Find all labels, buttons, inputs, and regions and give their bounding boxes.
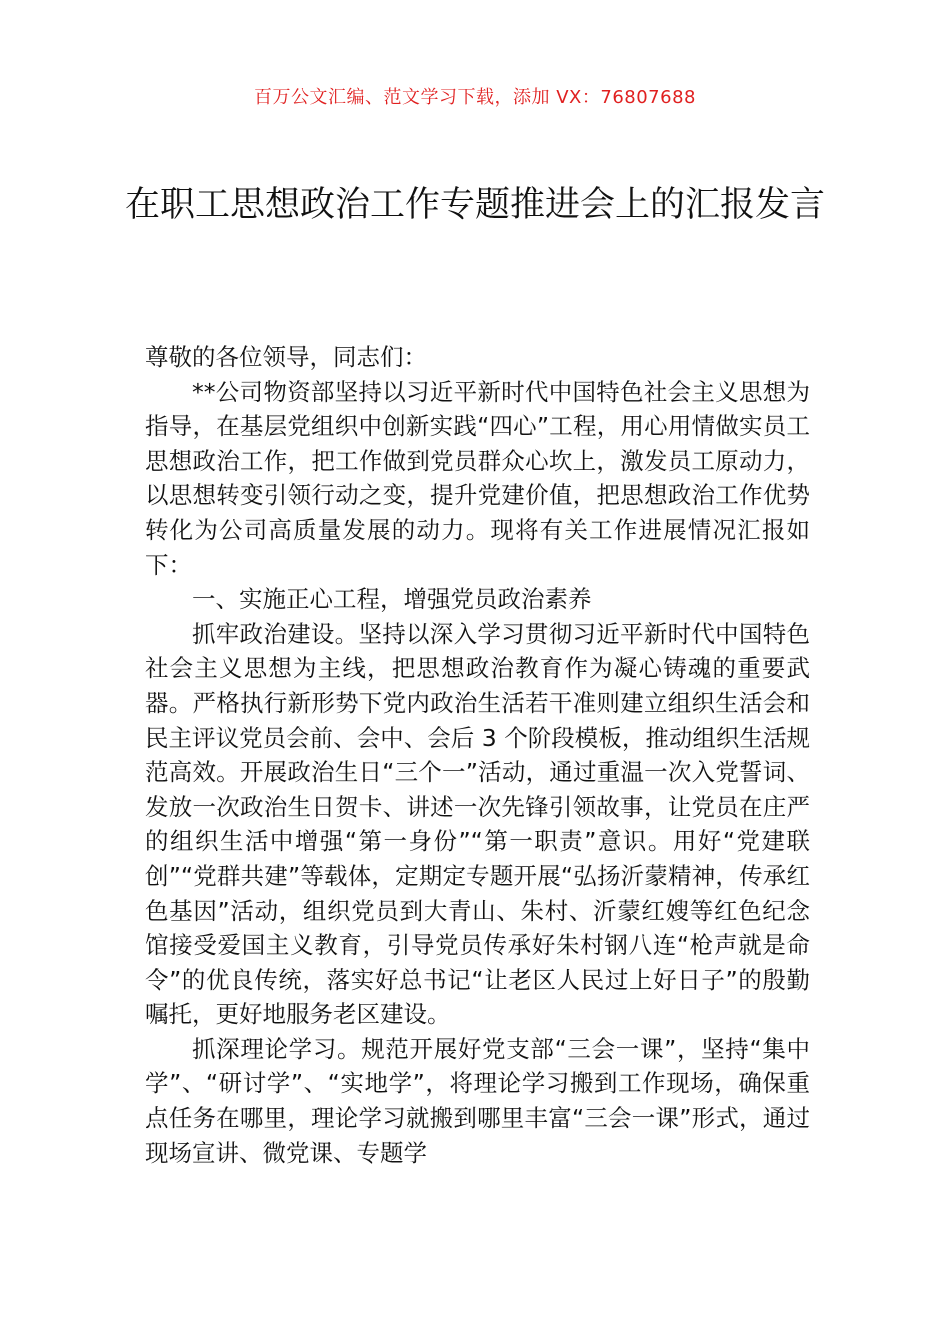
salutation: 尊敬的各位领导，同志们： xyxy=(145,343,427,371)
document-title: 在职工思想政治工作专题推进会上的汇报发言 xyxy=(124,185,825,225)
section-heading: 一、实施正心工程，增强党员政治素养 xyxy=(192,585,592,614)
document-body xyxy=(145,340,810,1170)
paragraph-intro: **公司物资部坚持以习近平新时代中国特色社会主义思想为指导，在基层党组织中创新实践“四心”工程，用心用情做实员工思想政治工作，把工作做到党员群众心坎上，激发员工原动力，以思想转变引领行动之变，提升党建价值，把思想政治工作优势转化为公司高质量发展的动力。现将有关工作进展情况汇报如下： xyxy=(145,377,810,579)
watermark-text: 百万公文汇编、范文学习下载，添加 VX：76807688 xyxy=(254,87,696,108)
paragraph-political-building: 抓牢政治建设。坚持以深入学习贯彻习近平新时代中国特色社会主义思想为主线，把思想政治教育作为凝心铸魂的重要武器。严格执行新形势下党内政治生活若干准则建立组织生活会和民主评议党员会前、会中、会后 3 个阶段模板，推动组织生活规范高效。开展政治生日“三个一”活动，通过重温一次入党誓词、发放一次政治生日贺卡、讲述一次先锋引领故事，让党员在庄严的组织生活中增强“第一身份”“第一职责”意识。用好“党建联创”“党群共建”等载体，定期定专题开展“弘扬沂蒙精神，传承红色基因”活动，组织党员到大青山、朱村、沂蒙红嫂等红色纪念馆接受爱国主义教育，引导党员传承好朱村钢八连“枪声就是命令”的优良传统，落实好总书记“让老区人民过上好日子”的殷勤嘱托，更好地服务老区建设。 xyxy=(145,619,810,1029)
paragraph-theory-study: 抓深理论学习。规范开展好党支部“三会一课”，坚持“集中学”、“研讨学”、“实地学”，将理论学习搬到工作现场，确保重点任务在哪里，理论学习就搬到哪里丰富“三会一课”形式，通过现场宣讲、微党课、专题学 xyxy=(145,1034,810,1167)
